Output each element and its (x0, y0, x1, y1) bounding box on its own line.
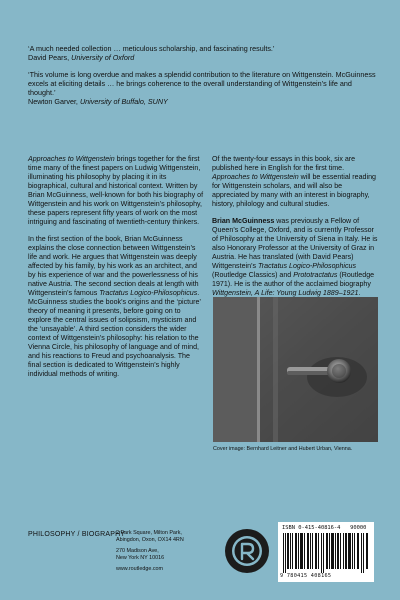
routledge-logo-icon (224, 528, 270, 574)
publisher-website: www.routledge.com (116, 566, 164, 572)
contents-paragraph: In the first section of the book, Brian McGuinness explains the close connection between Wittgenstein’s life and work. He argues that Wittgenstein was deeply affected by his family, by his work as an architect, and by his experience of war and the powerlessness of his native Austria. The second section deals at length with Wittgenstein’s famous Tractatus Logico-Philosophicus. McGuinness studies the book’s origins and the ‘picture’ theory of meaning it presents, before going on to explore the central issues of solipsism, mysticism and the ‘unsayable’. A third section considers the wider context of Wittgenstein’s philosophy: his relation to the Vienna Circle, his philosophy of language and of mind, and his reactions to Freud and psychoanalysis. The final section is dedicated to Wittgenstein’s highly individual methods of writing. (28, 235, 201, 378)
quote-pears (28, 44, 378, 62)
description-left-column (28, 155, 204, 387)
quote-garver (28, 70, 378, 106)
cover-image-credit: Cover image: Bernhard Leitner and Hubert Urban, Vienna. (213, 446, 353, 452)
cover-photo-door-handle (213, 297, 378, 442)
publisher-address: 2 Park Square, Milton Park, Abingdon, Oxon, OX14 4RN 270 Madison Ave, New York NY 10016 www.routledge.com (116, 530, 226, 573)
isbn-label: ISBN 0-415-40816-4 (282, 525, 341, 531)
door-handle-photo-drawing (213, 297, 378, 442)
quote-attribution: David Pears, University of Oxford (28, 53, 135, 62)
subject-category: PHILOSOPHY / BIOGRAPHY (28, 531, 126, 538)
quote-attribution: Newton Garver, University of Buffalo, SUNY (28, 97, 168, 106)
barcode-bars-icon (282, 533, 370, 573)
quote-text: ‘A much needed collection … meticulous scholarship, and fascinating results.’ (28, 44, 275, 53)
price-code: 90000 (350, 525, 367, 531)
endorsement-quotes (28, 44, 378, 114)
intro-paragraph: Approaches to Wittgenstein brings together for the first time many of the finest papers on Ludwig Wittgenstein, illuminating his philosophy by placing it in its biographical, cultural and historical context. Written by Brian McGuinness, well-known for both his biography of Wittgenstein and his work on Wittgenstein’s philosophy, these papers represent fifty years of work on the most intriguing and fascinating of twentieth-century thinkers. (28, 155, 204, 226)
essays-paragraph: Of the twenty-four essays in this book, six are published here in English for the first time. Approaches to Wittgenstein will be essential reading for Wittgenstein scholars, and will also be appreciated by many with an interest in biography, history, philology and cultural studies. (212, 155, 376, 208)
author-bio: Brian McGuinness was previously a Fellow of Queen’s College, Oxford, and is currently Professor of Philosophy at the University of Siena in Italy. He is also Honorary Professor at the University of Graz in Austria. He has translated (with David Pears) Wittgenstein’s Tractatus Logico-Philosophicus (Routledge Classics) and Prototractatus (Routledge 1971). He is the author of the acclaimed biography Wittgenstein, A Life: Young Ludwig 1889–1921. (212, 217, 378, 297)
quote-text: ‘This volume is long overdue and makes a splendid contribution to the literature on Wittgenstein. McGuinness excels at eliciting details … he brings coherence to the overall understanding of Wittgenstein’s life and thought.’ (28, 70, 376, 97)
barcode-digits: 9 780415 408165 (280, 573, 332, 579)
isbn-barcode (278, 522, 374, 582)
description-right-column (212, 155, 380, 306)
